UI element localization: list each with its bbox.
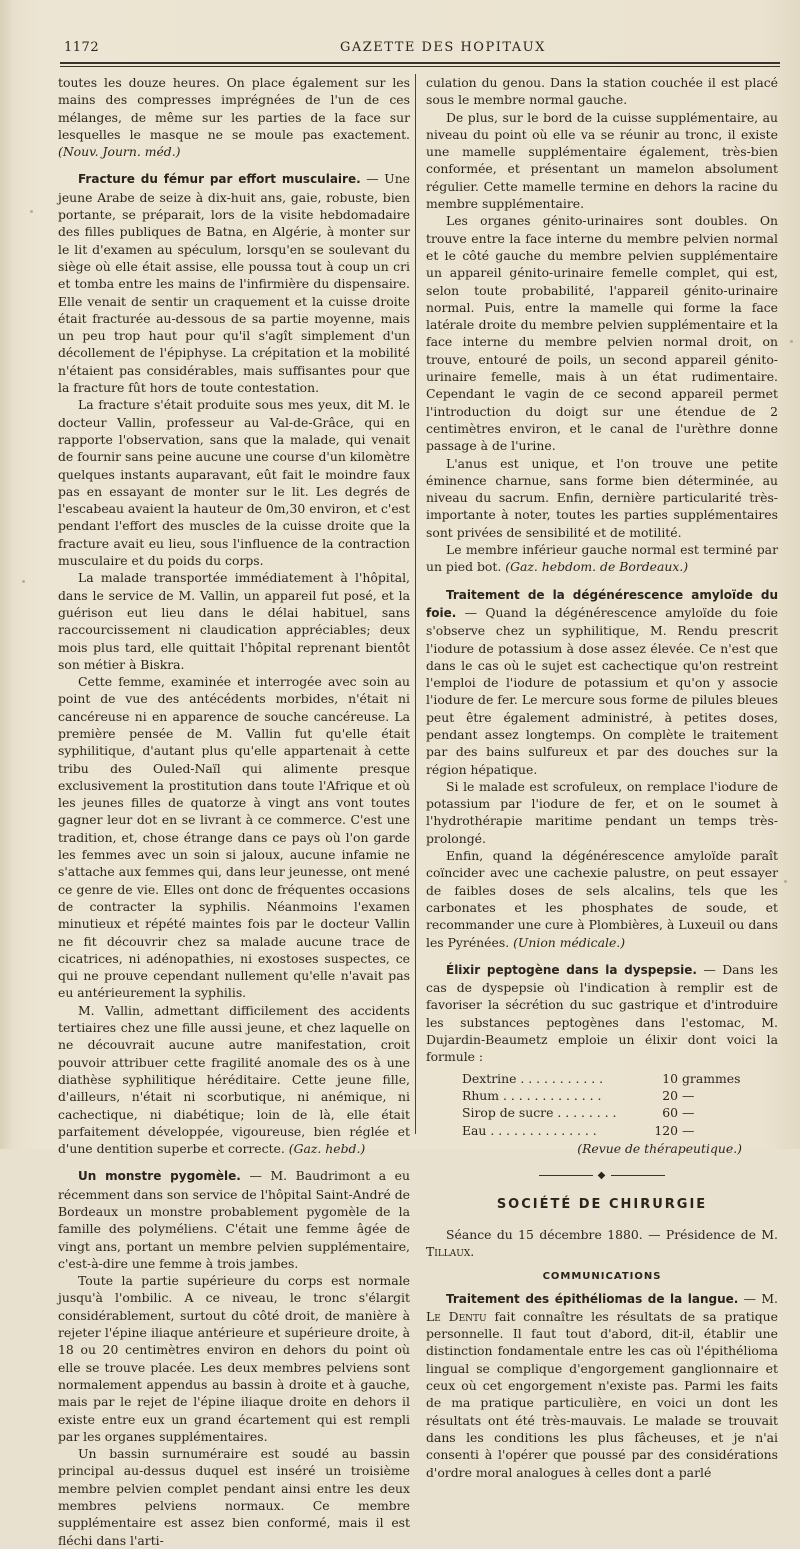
paragraph: Le membre inférieur gauche normal est terminé par un pied bot. (Gaz. hebdom. de Bordeaux.) bbox=[426, 542, 778, 575]
article-elixir: Élixir peptogène dans la dyspepsie. — Dans les cas de dyspepsie où l'indication à remplir est de favoriser la sécrétion du suc gastrique et d'introduire les substances peptogènes dans l'estomac, M. Dujardin-Beaumetz emploie un élixir dont voici la formule : bbox=[426, 961, 778, 1065]
column-divider bbox=[415, 74, 416, 1134]
paragraph-continuation: toutes les douze heures. On place également sur les mains des compresses imprégnées de l'un de ces mélanges, de même sur les parties de la face sur lesquelles le masque ne se moule pas exactement. (Nouv. Journ. méd.) bbox=[58, 75, 410, 160]
session-line: Séance du 15 décembre 1880. — Présidence de M. Tillaux. bbox=[426, 1226, 778, 1259]
paragraph: Toute la partie supérieure du corps est normale jusqu'à l'ombilic. A ce niveau, le tronc s'élargit considérablement, surtout du côté droit, de manière à rejeter l'épine iliaque antérieure et supérieure droite, à 18 ou 20 centimètres environ en dehors du point où elle se trouve placée. Les deux membres pelviens sont normalement appendus au bassin à droite et à gauche, mais par le rejet de l'épine iliaque droite en dehors il existe entre eux un grand écartement qui est rempli par les organes supplémentaires. bbox=[58, 1273, 410, 1444]
recipe-row: Dextrine . . . . . . . . . . . 10 grammes bbox=[462, 1070, 741, 1086]
page-header bbox=[60, 40, 780, 62]
article-title-amyloide: Traitement de la dégénérescence amyloïde du foie. bbox=[426, 587, 778, 620]
article-title-fracture: Fracture du fémur par effort musculaire. bbox=[78, 172, 361, 187]
recipe-row: Rhum . . . . . . . . . . . . . 20 — bbox=[462, 1087, 695, 1103]
communications-heading: COMMUNICATIONS bbox=[542, 1271, 662, 1283]
paper-speck bbox=[790, 340, 793, 343]
page-number: 1172 bbox=[64, 40, 100, 55]
paper-speck bbox=[30, 210, 33, 213]
recipe-row: Sirop de sucre . . . . . . . . 60 — bbox=[462, 1105, 695, 1121]
article-title-langue: Traitement des épithéliomas de la langue. bbox=[446, 1291, 739, 1306]
section-ornament: ◆ bbox=[426, 1167, 778, 1184]
left-column bbox=[58, 74, 410, 1549]
recipe-formula bbox=[462, 1070, 762, 1157]
paper-speck bbox=[784, 880, 787, 883]
article-amyloide: Traitement de la dégénérescence amyloïde du foie. — Quand la dégénérescence amyloïde du foie s'observe chez un syphilitique, M. Rendu prescrit l'iodure de potassium à dose assez élevée. Ce n'est que dans le cas où le sujet est cachectique qu'on restreint l'emploi de l'iodure de potassium et qu'on y associe l'iodure de fer. Le mercure sous forme de pilules bleues peut être également administré, à petites doses, pendant assez longtemps. On complète le traitement par des bains sulfureux et par des douches sur la région hépatique. bbox=[426, 587, 778, 777]
article-langue: Traitement des épithéliomas de la langue. — M. Le Dentu fait connaître les résultats de sa pratique personnelle. Il faut tout d'abord, dit-il, établir une distinction fondamentale entre les cas où l'épithélioma lingual se complique d'engorgement ganglionnaire et ceux où cet engorgement n'existe pas. Parmi les faits de ma pratique particulière, en voici un dont les résultats ont été très-mauvais. Le malade se trouvait dans les conditions les plus fâcheuses, et je n'ai consenti à l'opérer que poussé par des considérations d'ordre moral analogues à celles dont a parlé bbox=[426, 1290, 778, 1480]
paragraph: De plus, sur le bord de la cuisse supplémentaire, au niveau du point où elle va se réunir au tronc, il existe une mamelle supplémentaire également, très-bien conformée, et présentant un mamelon absolument régulier. Cette mamelle termine en dehors la racine du membre supplémentaire. bbox=[426, 109, 778, 212]
right-column bbox=[426, 74, 778, 1481]
society-heading: SOCIÉTÉ DE CHIRURGIE bbox=[496, 1197, 708, 1213]
header-rule bbox=[60, 62, 780, 64]
article-fracture: Fracture du fémur par effort musculaire. — Une jeune Arabe de seize à dix-huit ans, gaie, robuste, bien portante, se préparait, lors de la visite hebdomadaire des filles publiques de Batna, en Algérie, à monter sur le lit d'examen au spéculum, lorsqu'en se soulevant du siège où elle était assise, elle poussa tout à coup un cri et tomba entre les mains de l'infirmière du dispensaire. Elle venait de sentir un craquement et la cuisse droite était fracturée au-dessous de sa partie moyenne, mais un peu trop haut pour qu'il s'agît simplement d'un décollement de l'épiphyse. La crépitation et la mobilité n'étaient pas considérables, mais suffisantes pour que la fracture fût hors de toute contestation. bbox=[58, 171, 411, 396]
header-rule-thin bbox=[60, 66, 780, 67]
running-title: GAZETTE DES HOPITAUX bbox=[340, 40, 546, 55]
article-title-pygomele: Un monstre pygomèle. bbox=[78, 1169, 241, 1184]
paragraph: Les organes génito-urinaires sont doubles. On trouve entre la face interne du membre pelvien normal et le côté gauche du membre pelvien supplémentaire un appareil génito-urinaire femelle complet, qui est, selon toute probabilité, l'appareil génito-urinaire normal. Puis, entre la mamelle qui forme la face latérale droite du membre pelvien supplémentaire et la face interne du membre pelvien normal droit, on trouve, entouré de poils, un second appareil génito-urinaire femelle, mais à un état rudimentaire. Cependant le vagin de ce second appareil permet l'introduction du doigt sur une étendue de 2 centimètres environ, et le canal de l'urèthre donne passage à de l'urine. bbox=[426, 213, 778, 454]
paragraph: M. Vallin, admettant difficilement des accidents tertiaires chez une fille aussi jeune, et chez laquelle on ne découvrait aucune autre manifestation, croit pouvoir attribuer cette fragilité anomale des os à une diathèse syphilitique héréditaire. Cette jeune fille, d'ailleurs, n'était ni scorbutique, ni anémique, ni cachectique, ni diabétique; loin de là, elle était parfaitement développée, vigoureuse, bien réglée et d'une dentition superbe et correcte. (Gaz. hebd.) bbox=[58, 1002, 410, 1157]
paper-speck bbox=[22, 580, 25, 583]
paragraph: Un bassin surnuméraire est soudé au bassin principal au-dessus duquel est inséré un troisième membre pelvien complet pendant ainsi entre les deux membres pelviens normaux. Ce membre supplémentaire est assez bien conformé, mais il est fléchi dans l'arti- bbox=[58, 1446, 410, 1548]
paragraph: Cette femme, examinée et interrogée avec soin au point de vue des antécédents morbides, n'était ni cancéreuse ni en apparence de souche cancéreuse. La première pensée de M. Vallin fut qu'elle était syphilitique, d'autant plus qu'elle appartenait à cette tribu des Ouled-Naïl qui alimente presque exclusivement la prostitution dans toute l'Afrique et où les jeunes filles de quatorze à vingt ans vont toutes gagner leur dot en se livrant à ce commerce. C'est une tradition, et, chose étrange dans ce pays où l'on garde les femmes avec un soin si jaloux, aucune infamie ne s'attache aux femmes qui, dans leur jeunesse, ont mené ce genre de vie. Elles ont donc de fréquentes occasions de contracter la syphilis. Néanmoins l'examen minutieux et répété maintes fois par le docteur Vallin ne fit découvrir chez sa malade aucune trace de cicatrices, ni adénopathies, ni exostoses suspectes, ce qui ne prouve cependant nullement qu'elle n'avait pas eu antérieurement la syphilis. bbox=[58, 674, 410, 1001]
paragraph: Si le malade est scrofuleux, on remplace l'iodure de potassium par l'iodure de fer, et on le soumet à l'hydrothérapie maritime pendant un temps très-prolongé. bbox=[426, 778, 778, 846]
paragraph: La malade transportée immédiatement à l'hôpital, dans le service de M. Vallin, un appareil fut posé, et la guérison eut lieu dans le délai habituel, sans raccourcissement ni claudication appréciables; deux mois plus tard, elle quittait l'hôpital reprenant bientôt son métier à Biskra. bbox=[58, 570, 410, 672]
paragraph: Enfin, quand la dégénérescence amyloïde paraît coïncider avec une cachexie palustre, on peut essayer de faibles doses de sels alcalins, tels que les carbonates et les phosphates de soude, et recommander une cure à Plombières, à Luxeuil ou dans les Pyrénées. (Union médicale.) bbox=[426, 848, 778, 950]
paragraph-continuation: culation du genou. Dans la station couchée il est placé sous le membre normal gauche. bbox=[426, 75, 778, 108]
article-pygomele: Un monstre pygomèle. — M. Baudrimont a eu récemment dans son service de l'hôpital Saint-André de Bordeaux un monstre probablement pygomèle de la famille des polyméliens. C'était une femme âgée de vingt ans, portant un membre pelvien supplémentaire, c'est-à-dire une femme à trois jambes. bbox=[58, 1168, 410, 1271]
article-title-elixir: Élixir peptogène dans la dyspepsie. bbox=[446, 962, 697, 977]
recipe-row: Eau . . . . . . . . . . . . . . 120 — bbox=[462, 1122, 695, 1138]
paragraph: La fracture s'était produite sous mes yeux, dit M. le docteur Vallin, professeur au Val-de-Grâce, qui en rapporte l'observation, sans que la malade, qui venait de fournir sans peine aucune une course d'un kilomètre quelques instants auparavant, eût fait le moindre faux pas en essayant de monter sur le lit. Les degrés de l'escabeau avaient la hauteur de 0m,30 environ, et c'est pendant l'effort des muscles de la cuisse droite que la fracture avait eu lieu, sous l'influence de la contraction musculaire et du poids du corps. bbox=[58, 397, 410, 569]
author-name: — M. Le Dentu bbox=[426, 1290, 778, 1324]
paragraph: L'anus est unique, et l'on trouve une petite éminence charnue, sans forme bien déterminée, au niveau du sacrum. Enfin, dernière particularité très-importante à noter, toutes les parties supplémentaires sont privées de sensibilité et de motilité. bbox=[426, 455, 778, 540]
recipe-source: (Revue de thérapeutique.) bbox=[577, 1140, 742, 1156]
